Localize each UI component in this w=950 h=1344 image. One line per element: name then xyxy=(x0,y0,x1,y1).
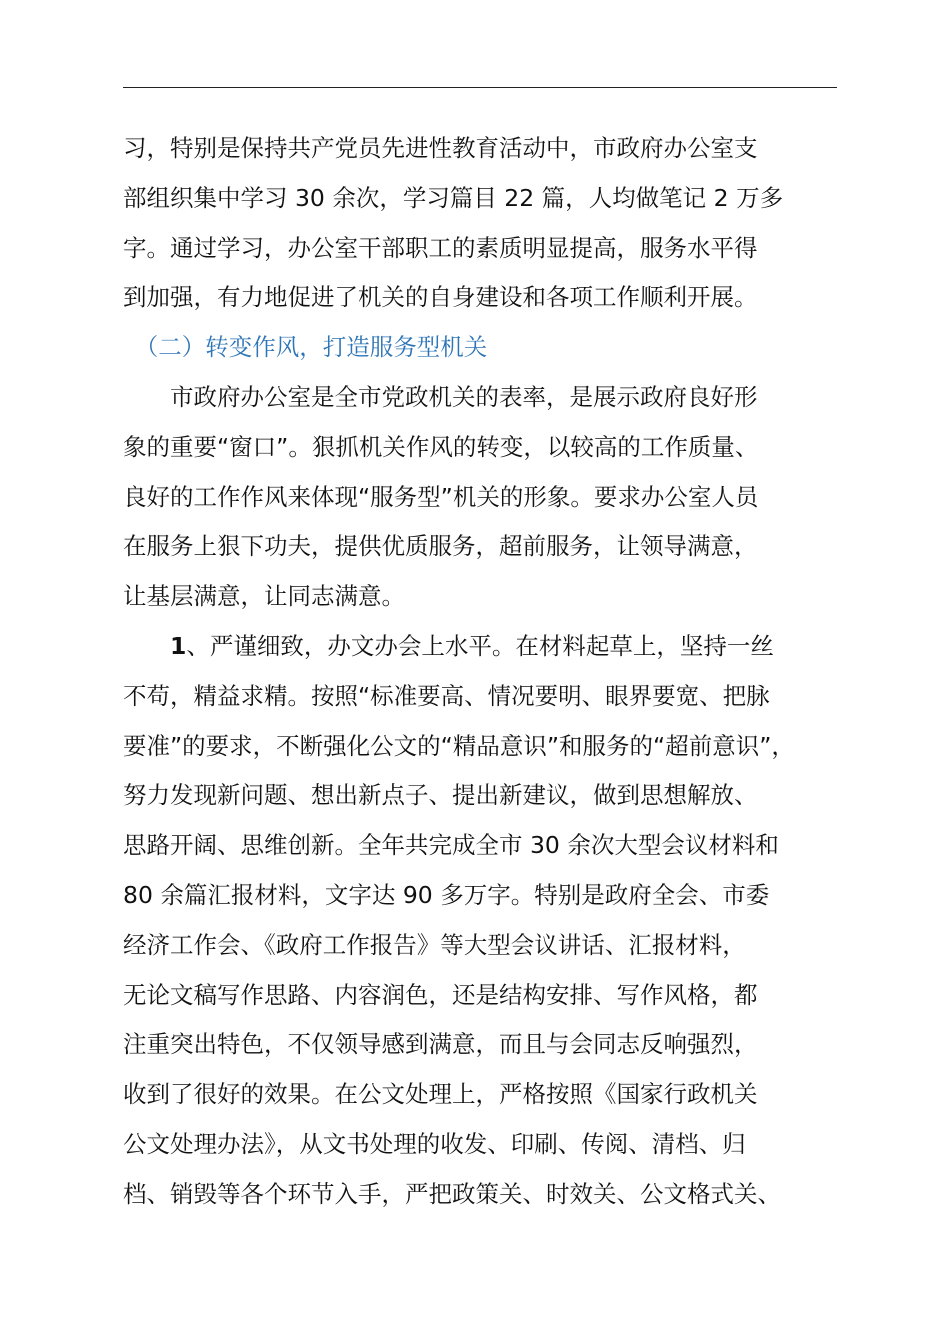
text-line: 到加强，有力地促进了机关的自身建设和各项工作顺利开展。 xyxy=(123,283,758,312)
text-line: 让基层满意，让同志满意。 xyxy=(123,582,405,611)
text-line: 字。通过学习，办公室干部职工的素质明显提高，服务水平得 xyxy=(123,233,758,262)
text-line: 注重突出特色，不仅领导感到满意，而且与会同志反响强烈， xyxy=(123,1030,758,1059)
text-line: 要准”的要求，不断强化公文的“精品意识”和服务的“超前意识”， xyxy=(123,731,795,760)
item-number: 1 xyxy=(170,631,187,660)
section-heading: （二）转变作风，打造服务型机关 xyxy=(123,333,488,362)
text-line: 80 余篇汇报材料，文字达 90 多万字。特别是政府全会、市委 xyxy=(123,880,770,909)
text-line: 市政府办公室是全市党政机关的表率，是展示政府良好形 xyxy=(123,382,758,411)
indent xyxy=(123,632,170,660)
text-line: 在服务上狠下功夫，提供优质服务，超前服务，让领导满意， xyxy=(123,532,758,561)
text-line: 无论文稿写作思路、内容润色，还是结构安排、写作风格，都 xyxy=(123,980,758,1009)
item-text: 、严谨细致，办文办会上水平。在材料起草上，坚持一丝 xyxy=(186,631,774,660)
text-line: 习，特别是保持共产党员先进性教育活动中，市政府办公室支 xyxy=(123,134,758,162)
text-line: 良好的工作作风来体现“服务型”机关的形象。要求办公室人员 xyxy=(123,482,759,511)
text-line: 思路开阔、思维创新。全年共完成全市 30 余次大型会议材料和 xyxy=(123,831,779,860)
text-line: 努力发现新问题、想出新点子、提出新建议，做到思想解放、 xyxy=(123,781,758,810)
numbered-item-line xyxy=(123,622,837,672)
text-line: 部组织集中学习 30 余次，学习篇目 22 篇，人均做笔记 2 万多 xyxy=(123,183,784,212)
text-line: 收到了很好的效果。在公文处理上，严格按照《国家行政机关 xyxy=(123,1080,758,1109)
text-line: 公文处理办法》，从文书处理的收发、印刷、传阅、清档、归 xyxy=(123,1129,746,1158)
text-line: 不苟，精益求精。按照“标准要高、情况要明、眼界要宽、把脉 xyxy=(123,681,770,710)
text-line: 象的重要“窗口”。狠抓机关作风的转变，以较高的工作质量、 xyxy=(123,432,759,461)
header-rule xyxy=(123,87,837,88)
text-line: 经济工作会、《政府工作报告》等大型会议讲话、汇报材料， xyxy=(123,930,746,959)
text-line: 档、销毁等各个环节入手，严把政策关、时效关、公文格式关、 xyxy=(123,1179,781,1208)
body-text xyxy=(123,124,837,1220)
